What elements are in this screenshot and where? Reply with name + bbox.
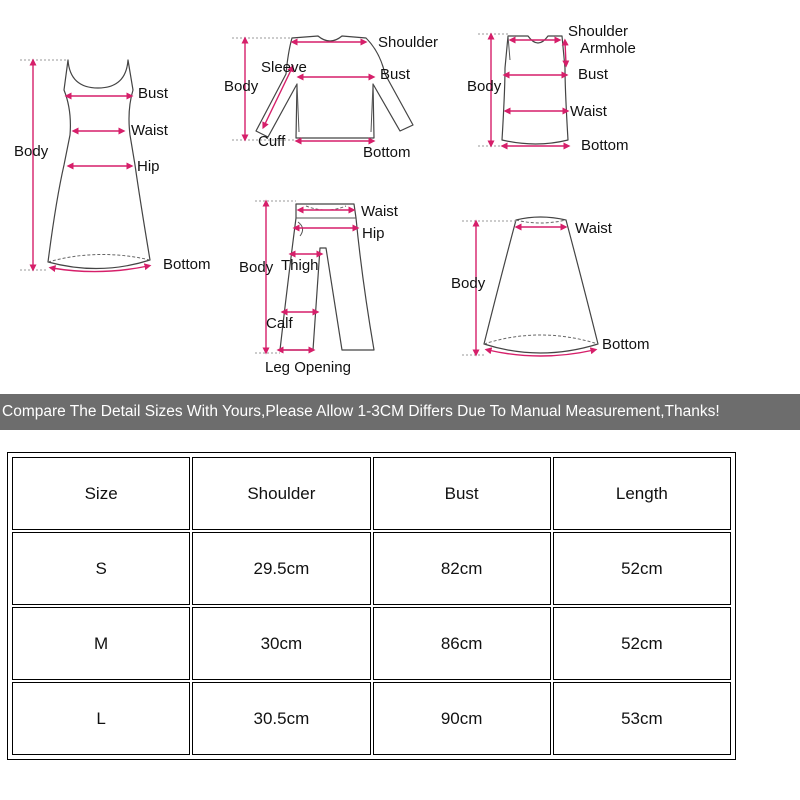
pants-leg-opening-label: Leg Opening	[265, 359, 351, 376]
size-chart	[7, 452, 736, 760]
skirt-body-label: Body	[451, 275, 486, 292]
bust-cell: 90cm	[373, 682, 551, 755]
shoulder-cell: 29.5cm	[192, 532, 370, 605]
header-size: Size	[12, 457, 190, 530]
sweater-body-label: Body	[224, 78, 259, 95]
table-row	[12, 682, 731, 755]
size-cell: L	[12, 682, 190, 755]
table-row	[12, 532, 731, 605]
pants-body-label: Body	[239, 259, 274, 276]
sweater-shoulder-label: Shoulder	[378, 34, 439, 51]
tank-armhole-label: Armhole	[580, 40, 636, 57]
tank-armhole-measure	[565, 42, 566, 64]
sweater-bottom-label: Bottom	[363, 144, 411, 161]
shoulder-cell: 30cm	[192, 607, 370, 680]
dress-diagram	[14, 60, 211, 273]
size-cell: S	[12, 532, 190, 605]
bust-cell: 82cm	[373, 532, 551, 605]
header-length: Length	[553, 457, 731, 530]
tank-bust-label: Bust	[578, 66, 609, 83]
tank-bottom-label: Bottom	[581, 137, 629, 154]
sweater-sleeve-measure	[264, 68, 292, 126]
length-cell: 52cm	[553, 532, 731, 605]
length-cell: 53cm	[553, 682, 731, 755]
long-sleeve-top-icon	[256, 36, 413, 138]
dress-hip-label: Hip	[137, 158, 160, 175]
dress-body-label: Body	[14, 143, 49, 160]
tank-waist-label: Waist	[570, 103, 607, 120]
table-header-row	[12, 457, 731, 530]
skirt-icon	[484, 217, 598, 353]
pants-thigh-label: Thigh	[281, 257, 319, 274]
shoulder-cell: 30.5cm	[192, 682, 370, 755]
garment-diagrams	[0, 0, 800, 390]
pants-calf-label: Calf	[266, 315, 293, 332]
header-bust: Bust	[373, 457, 551, 530]
pants-icon	[280, 204, 374, 350]
skirt-waist-label: Waist	[575, 220, 612, 237]
tank-body-label: Body	[467, 78, 502, 95]
sweater-sleeve-label: Sleeve	[261, 59, 307, 76]
size-table	[10, 455, 733, 757]
pants-diagram	[239, 201, 399, 376]
header-shoulder: Shoulder	[192, 457, 370, 530]
table-row	[12, 607, 731, 680]
sweater-bust-label: Bust	[380, 66, 411, 83]
measurement-note-banner: Compare The Detail Sizes With Yours,Please Allow 1-3CM Differs Due To Manual Measurement,Thanks!	[0, 394, 800, 430]
pants-waist-label: Waist	[361, 203, 398, 220]
tank-shoulder-label: Shoulder	[568, 23, 629, 40]
skirt-diagram	[451, 217, 650, 356]
dress-icon	[48, 60, 150, 269]
pants-hip-label: Hip	[362, 225, 385, 242]
bust-cell: 86cm	[373, 607, 551, 680]
dress-bust-label: Bust	[138, 85, 169, 102]
skirt-bottom-label: Bottom	[602, 336, 650, 353]
size-cell: M	[12, 607, 190, 680]
dress-waist-label: Waist	[131, 122, 168, 139]
dress-bottom-label: Bottom	[163, 256, 211, 273]
length-cell: 52cm	[553, 607, 731, 680]
tank-top-icon	[502, 36, 568, 144]
sweater-cuff-label: Cuff	[258, 133, 286, 150]
sweater-diagram	[224, 34, 438, 161]
tank-diagram	[467, 23, 636, 154]
